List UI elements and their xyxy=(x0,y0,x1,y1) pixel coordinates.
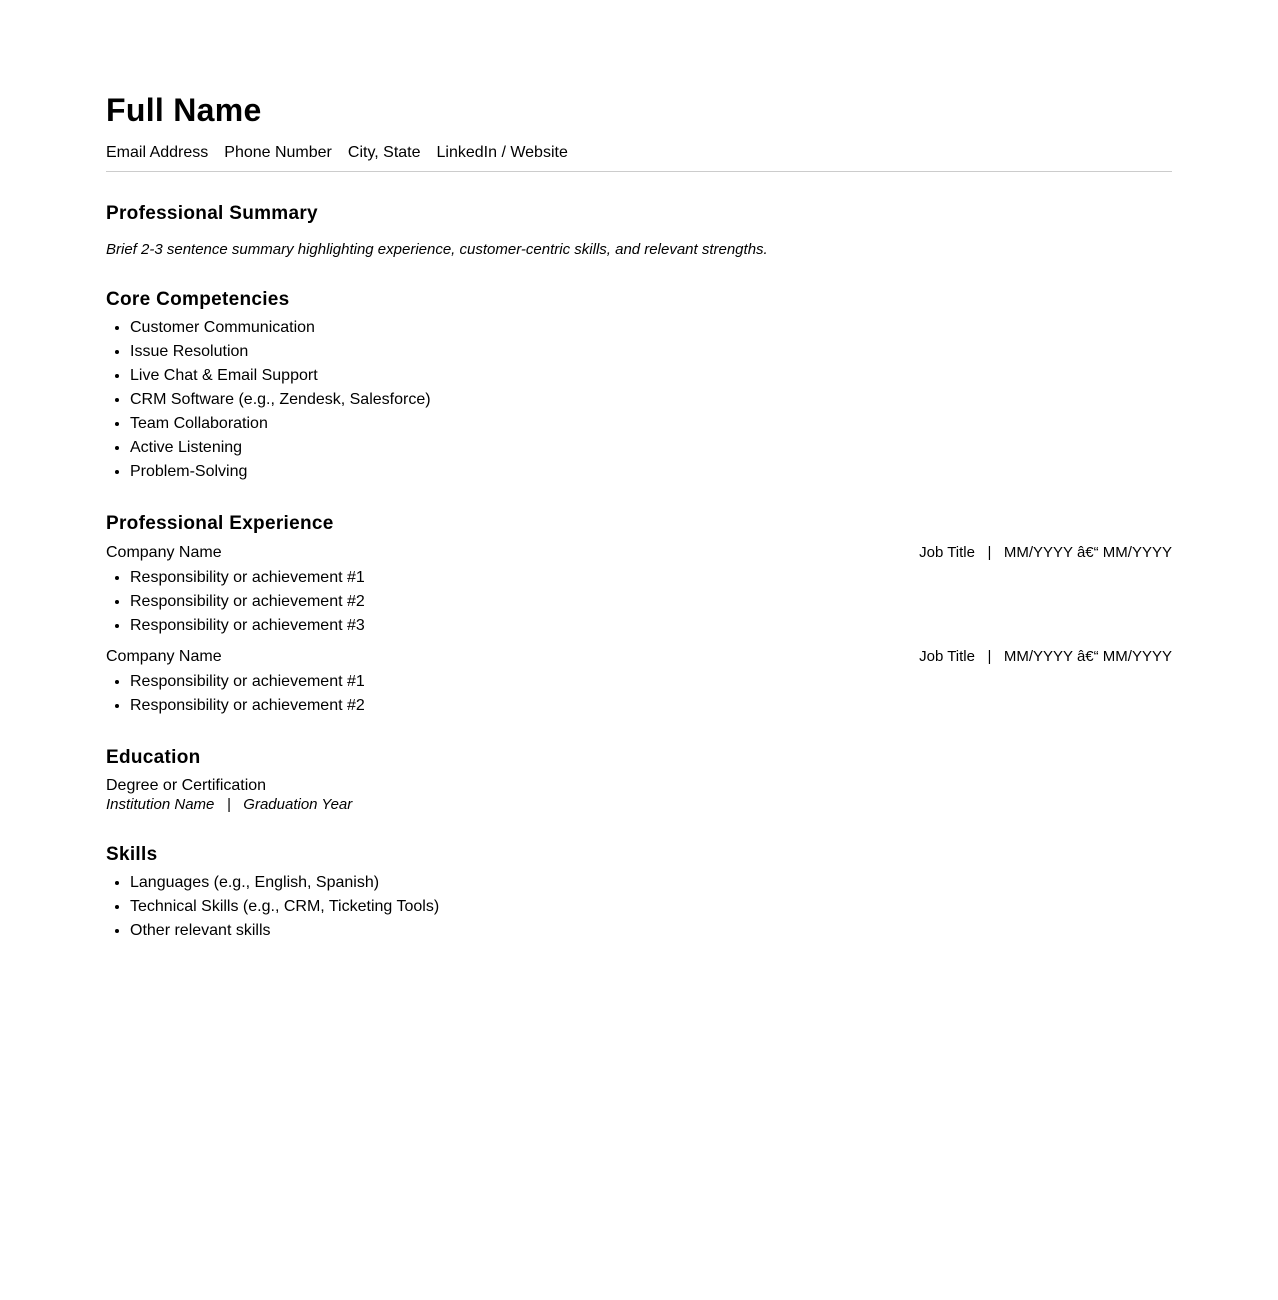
list-item: • Customer Communication xyxy=(130,316,431,340)
header-divider xyxy=(106,171,1172,172)
education-degree: Degree or Certification xyxy=(106,777,267,794)
competencies-heading: Core Competencies xyxy=(106,289,290,310)
contact-email: Email Address xyxy=(106,144,209,161)
experience-heading: Professional Experience xyxy=(106,513,334,534)
contact-website: LinkedIn / Website xyxy=(436,144,568,161)
job-responsibilities-list xyxy=(106,566,365,638)
list-item: • Responsibility or achievement #2 xyxy=(130,694,365,718)
list-item: • CRM Software (e.g., Zendesk, Salesforce) xyxy=(130,388,431,412)
contact-location: City, State xyxy=(347,144,421,161)
job-title-dates: Job Title | MM/YYYY â€“ MM/YYYY xyxy=(919,544,1172,561)
summary-heading: Professional Summary xyxy=(106,203,318,224)
list-item: • Live Chat & Email Support xyxy=(130,364,431,388)
education-institution-year: Institution Name | Graduation Year xyxy=(106,796,353,813)
company-name: Company Name xyxy=(106,544,222,561)
list-item: • Other relevant skills xyxy=(130,919,439,943)
list-item: • Technical Skills (e.g., CRM, Ticketing Tools) xyxy=(130,895,439,919)
education-heading: Education xyxy=(106,747,201,768)
competencies-list xyxy=(106,316,431,484)
full-name-heading: Full Name xyxy=(106,92,262,128)
contact-line xyxy=(106,144,584,162)
list-item: • Languages (e.g., English, Spanish) xyxy=(130,871,439,895)
list-item: • Active Listening xyxy=(130,436,431,460)
summary-text: Brief 2-3 sentence summary highlighting experience, customer-centric skills, and relevant strengths. xyxy=(106,241,768,258)
contact-phone: Phone Number xyxy=(224,144,332,161)
job-responsibilities-list xyxy=(106,670,365,718)
job-title-dates: Job Title | MM/YYYY â€“ MM/YYYY xyxy=(919,648,1172,665)
list-item: • Responsibility or achievement #1 xyxy=(130,566,365,590)
skills-list xyxy=(106,871,439,943)
list-item: • Responsibility or achievement #1 xyxy=(130,670,365,694)
list-item: • Team Collaboration xyxy=(130,412,431,436)
company-name: Company Name xyxy=(106,648,222,665)
skills-heading: Skills xyxy=(106,844,158,865)
list-item: • Problem-Solving xyxy=(130,460,431,484)
list-item: • Responsibility or achievement #2 xyxy=(130,590,365,614)
list-item: • Responsibility or achievement #3 xyxy=(130,614,365,638)
list-item: • Issue Resolution xyxy=(130,340,431,364)
